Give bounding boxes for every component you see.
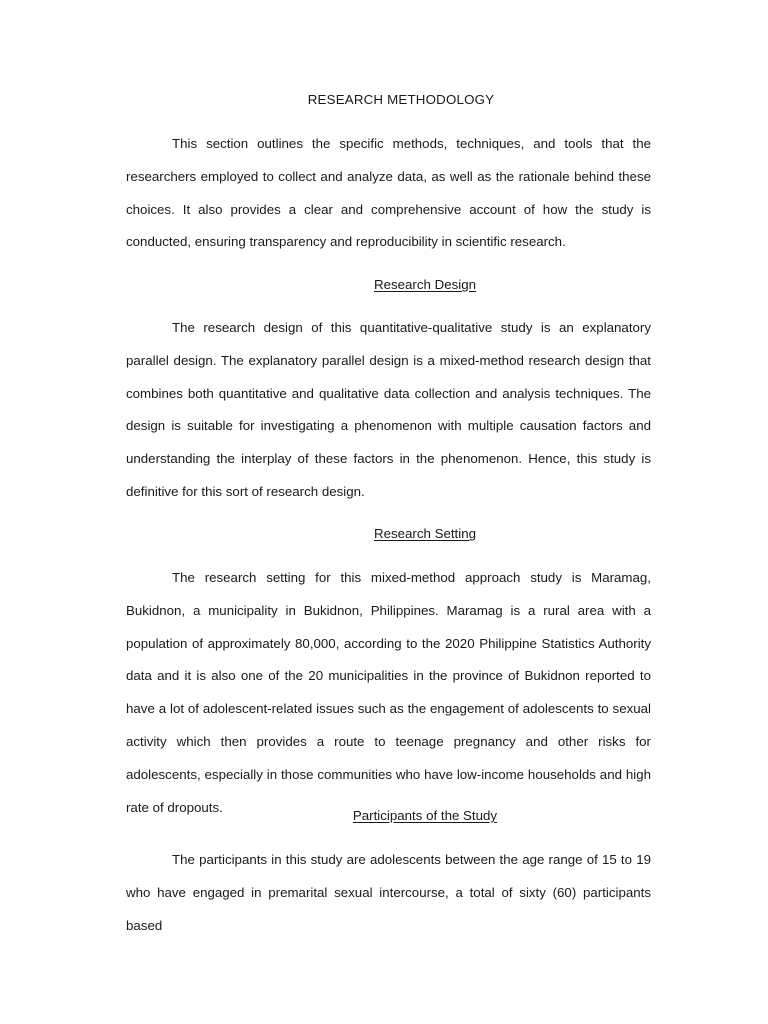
document-title: RESEARCH METHODOLOGY <box>307 92 495 107</box>
research-design-paragraph: The research design of this quantitative-qualitative study is an explanatory parallel design. The explanatory parallel design is a mixed-method research design that combines both quantitative and qualitative data collection and analysis techniques. The design is suitable for investigating a phenomenon with multiple causation factors and understanding the interplay of these factors in the phenomenon. Hence, this study is definitive for this sort of research design. <box>126 320 651 499</box>
section-heading-participants: Participants of the Study <box>352 808 498 823</box>
section-heading-research-design: Research Design <box>374 277 476 292</box>
participants-paragraph: The participants in this study are adolescents between the age range of 15 to 19 who have engaged in premarital sexual intercourse, a total of sixty (60) participants based <box>126 852 651 933</box>
research-setting-paragraph: The research setting for this mixed-method approach study is Maramag, Bukidnon, a municipality in Bukidnon, Philippines. Maramag is a rural area with a population of approximately 80,000, according to the 2020 Philippine Statistics Authority data and it is also one of the 20 municipalities in the province of Bukidnon reported to have a lot of adolescent-related issues such as the engagement of adolescents to sexual activity which then provides a route to teenage pregnancy and other risks for adolescents, especially in those communities who have low-income households and high rate of dropouts. <box>126 570 651 815</box>
section-heading-research-setting: Research Setting <box>374 526 476 541</box>
intro-paragraph: This section outlines the specific methods, techniques, and tools that the researchers employed to collect and analyze data, as well as the rationale behind these choices. It also provides a clear and comprehensive account of how the study is conducted, ensuring transparency and reproducibility in scientific research. <box>126 136 651 250</box>
